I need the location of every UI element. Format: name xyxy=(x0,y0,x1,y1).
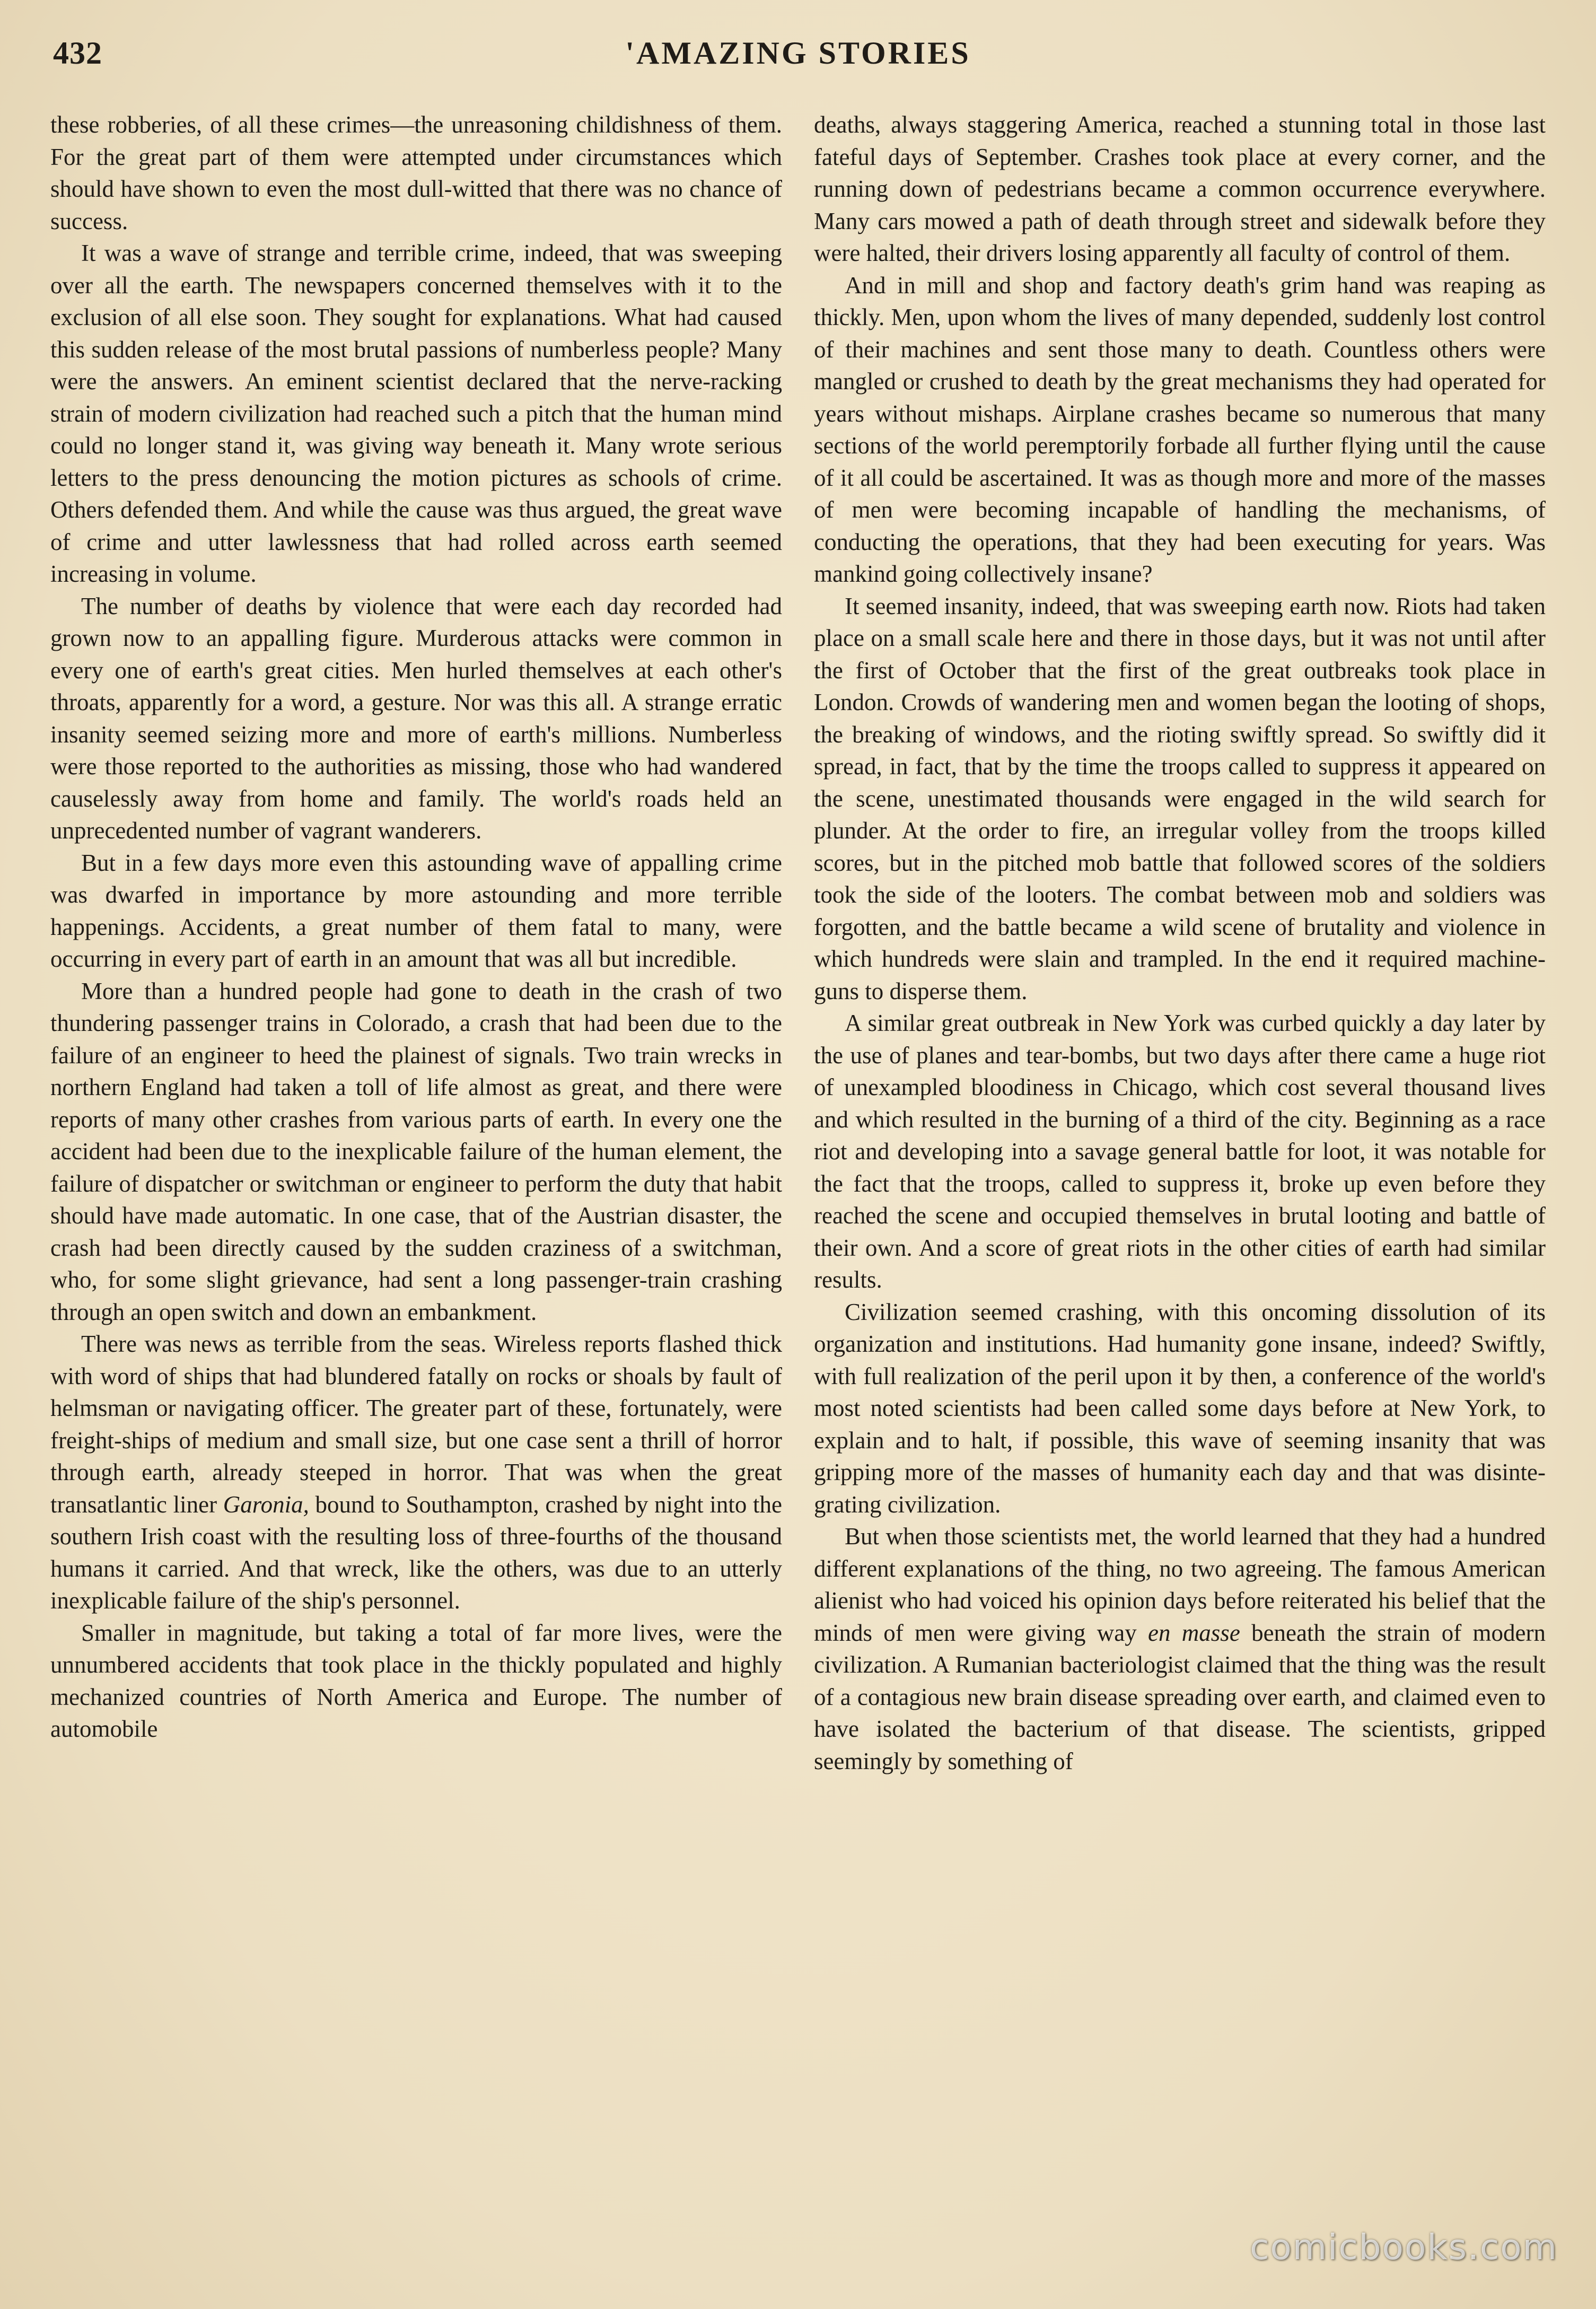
italic-phrase: en masse xyxy=(1148,1619,1240,1646)
paragraph: deaths, always staggering America, reached a stunning total in those last fateful days of September. Crashes took place at every corner, and the running down of pedestrians became a common occurrence everywhere. Many cars mowed a path of death through street and sidewalk before they were halted, their drivers losing apparently all faculty of control of them. xyxy=(814,111,1546,266)
page-header xyxy=(50,35,1546,83)
paragraph-text: But when those scientists met, the world learned that they had a hundred different explanations of the thing, no two agreeing. The famous American alienist who had voiced his opinion days before reiterated his belief that the minds of men were giving way xyxy=(814,1523,1546,1646)
paragraph: The number of deaths by violence that were each day recorded had grown now to an appalling figure. Murderous attacks were common in every one of earth's great cities. Men hurled themselves at each other's throats, apparently for a word, a gesture. Nor was this all. A strange erratic insanity seemed seizing more and more of earth's millions. Numberless were those reported to the authorities as missing, those who had wandered causelessly away from home and family. The world's roads held an unprecedented number of vagrant wanderers. xyxy=(50,592,782,844)
watermark: comicbooks.com xyxy=(1250,2227,1558,2268)
paragraph: these robberies, of all these crimes—the unreasoning childishness of them. For the great part of them were attempted under circumstances which should have shown to even the most dull-witted that there was no chance of success. xyxy=(50,111,782,234)
paragraph: More than a hundred people had gone to death in the crash of two thundering passenger trains in Colorado, a crash that had been due to the failure of an engineer to heed the plainest of signals. Two train wrecks in northern England had taken a toll of life almost as great, and there were reports of many other crashes from various parts of earth. In every one the accident had been due to the inexplicable failure of the human element, the failure of dispatcher or switchman or engineer to perform the duty that habit should have made automatic. In one case, that of the Austrian disaster, the crash had been directly caused by the sudden craziness of a switchman, who, for some slight grievance, had sent a long passenger-train crashing through an open switch and down an embankment. xyxy=(50,977,782,1325)
paragraph: But in a few days more even this astounding wave of appalling crime was dwarfed in importance by more astounding and more terrible happenings. Accidents, a great number of them fatal to many, were occurring in every part of earth in an amount that was all but incredible. xyxy=(50,849,782,972)
paragraph-text: beneath the strain of modern civilization. A Rumanian bacteriologist claimed that the thing was the result of a contagious new brain disease spreading over earth, and claimed even to have isolated the bacterium of that disease. The scientists, gripped seemingly by something of xyxy=(814,1619,1546,1774)
paragraph: A similar great outbreak in New York was curbed quickly a day later by the use of planes and tear-bombs, but two days after there came a huge riot of unexampled bloodiness in Chicago, which cost several thousand lives and which resulted in the burning of a third of the city. Beginning as a race riot and developing into a savage general battle for loot, it was notable for the fact that the troops, called to suppress it, broke up even before they reached the scene and occupied themselves in brutal looting and battle of their own. And a score of great riots in the other cities of earth had similar results. xyxy=(814,1010,1546,1293)
paragraph-text: bound to Southampton, crashed by night into the southern Irish coast with the resulting loss of three-fourths of the thousand humans it carried. And that wreck, like the others, was due to an utterly inexplicable failure of the ship's personnel. xyxy=(50,1491,782,1614)
paragraph: It was a wave of strange and terrible crime, indeed, that was sweeping over all the earth. The newspapers concerned themselves with it to the exclusion of all else soon. They sought for explanations. What had caused this sudden release of the most brutal passions of numberless people? Many were the answers. An eminent scientist declared that the nerve-racking strain of modern civilization had reached such a pitch that the human mind could no longer stand it, was giving way beneath it. Many wrote serious letters to the press denouncing the motion pictures as schools of crime. Others defended them. And while the cause was thus argued, the great wave of crime and utter lawlessness that had rolled across earth seemed increasing in volume. xyxy=(50,240,782,587)
paragraph xyxy=(814,1520,1546,1777)
right-column xyxy=(814,109,1546,2262)
paragraph xyxy=(50,1328,782,1617)
running-head: 'AMAZING STORIES xyxy=(625,36,971,71)
ship-name: Garonia, xyxy=(223,1491,309,1518)
page-number: 432 xyxy=(53,36,102,71)
paragraph: It seemed insanity, indeed, that was sweeping earth now. Riots had taken place on a small scale here and there in those days, but it was not until after the first of October that the first of the great outbreaks took place in London. Crowds of wandering men and women began the looting of shops, the breaking of windows, and the rioting swiftly spread. So swiftly did it spread, in fact, that by the time the troops called to suppress it appeared on the scene, unestimated thousands were engaged in the wild search for plunder. At the order to fire, an irregular volley from the troops killed scores, but in the pitched mob battle that followed scores of the soldiers took the side of the looters. The combat between mob and soldiers was forgotten, and the battle became a wild scene of brutality and violence in which hundreds were slain and trampled. In the end it required machine-guns to disperse them. xyxy=(814,592,1546,1004)
paragraph: Smaller in magnitude, but taking a total of far more lives, were the unnumbered accidents that took place in the thickly populated and highly mechanized countries of North America and Europe. The number of automobile xyxy=(50,1619,782,1742)
left-column xyxy=(50,109,782,2262)
paragraph: Civilization seemed crashing, with this oncoming dissolution of its organization and institutions. Had humanity gone insane, indeed? Swiftly, with full realization of the peril upon it by then, a conference of the world's most noted scientists had been called some days before at New York, to explain and to halt, if possible, this wave of seeming insanity that was gripping more of the masses of humanity each day and that was disintegrating civilization. xyxy=(814,1298,1546,1518)
paragraph-text: There was news as terrible from the seas. Wireless reports flashed thick with word of ships that had blundered fatally on rocks or shoals by fault of helmsman or navigating officer. The greater part of these, fortunately, were freight-ships of medium and small size, but one case sent a thrill of horror through earth, already steeped in horror. That was when the great transatlantic liner xyxy=(50,1331,782,1518)
text-columns xyxy=(50,109,1546,2262)
paragraph: And in mill and shop and factory death's grim hand was reaping as thickly. Men, upon whom the lives of many depended, suddenly lost control of their machines and sent those many to death. Countless others were mangled or crushed to death by the great mechanisms they had operated for years without mishaps. Airplane crashes became so numerous that many sections of the world peremptorily forbade all further flying until the cause of it all could be ascertained. It was as though more and more of the masses of men were becoming incapable of handling the mechanisms, of conducting the operations, that they had been executing for years. Was mankind going collectively insane? xyxy=(814,272,1546,587)
